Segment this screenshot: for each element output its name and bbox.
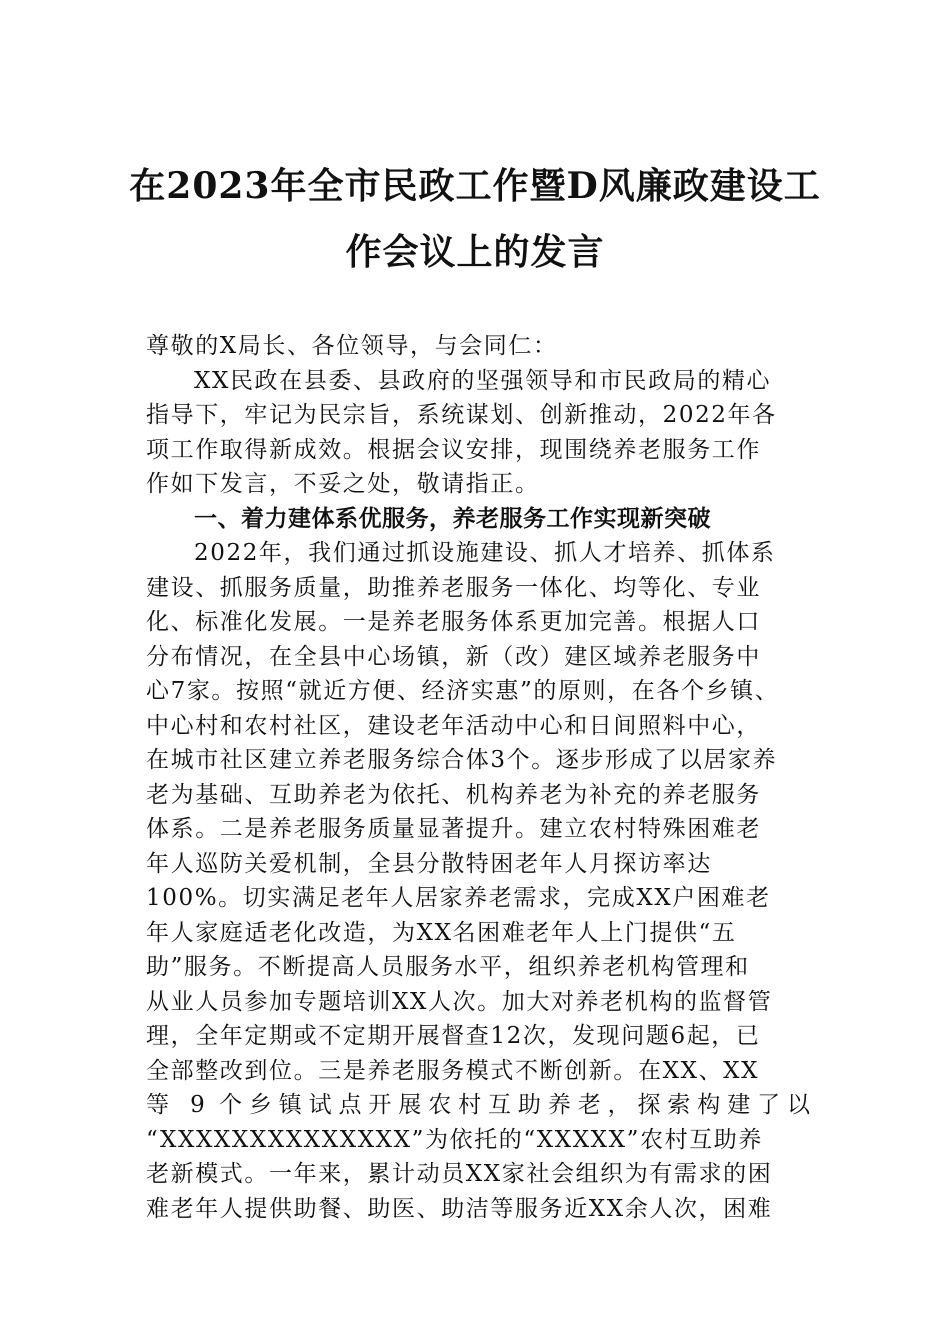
document-title-line-2: 作会议上的发言 <box>345 231 605 273</box>
document-title-line-1: 在2023年全市民政工作暨D风廉政建设工 <box>129 165 821 207</box>
paragraph-line: 助”服务。不断提高人员服务水平，组织养老机构管理和 <box>146 954 750 980</box>
paragraph-line: 100%。切实满足老年人居家养老需求，完成XX户困难老 <box>146 885 771 911</box>
paragraph-line: 年人家庭适老化改造，为XX名困难老年人上门提供“五 <box>146 919 737 946</box>
paragraph-line: 难老年人提供助餐、助医、助洁等服务近XX余人次，困难 <box>146 1195 773 1222</box>
paragraph-line: 中心村和农村社区，建设老年活动中心和日间照料中心， <box>146 712 761 739</box>
section-heading: 一、着力建体系优服务，养老服务工作实现新突破 <box>194 505 711 532</box>
paragraph-line: XX民政在县委、县政府的坚强领导和市民政局的精心 <box>194 367 772 394</box>
salutation: 尊敬的X局长、各位领导，与会同仁： <box>146 333 558 359</box>
paragraph-line: 指导下，牢记为民宗旨，系统谋划、创新推动，2022年各 <box>146 402 777 428</box>
paragraph-line: 分布情况，在全县中心场镇，新（改）建区域养老服务中 <box>146 643 761 670</box>
paragraph-line: 在城市社区建立养老服务综合体3个。逐步形成了以居家养 <box>146 747 778 773</box>
paragraph-line: 建设、抓服务质量，助推养老服务一体化、均等化、专业 <box>146 574 761 601</box>
paragraph-line: 全部整改到位。三是养老服务模式不断创新。在XX、XX <box>146 1057 760 1084</box>
document-body <box>146 329 810 1226</box>
paragraph-line: 体系。二是养老服务质量显著提升。建立农村特殊困难老 <box>146 816 761 842</box>
paragraph-line: 作如下发言，不妥之处，敬请指正。 <box>146 471 540 497</box>
paragraph-line: 年人巡防关爱机制，全县分散特困老年人月探访率达 <box>146 850 712 877</box>
paragraph-line: 化、标准化发展。一是养老服务体系更加完善。根据人口 <box>146 609 761 635</box>
paragraph-line: 心7家。按照“就近方便、经济实惠”的原则，在各个乡镇、 <box>146 678 780 704</box>
paragraph-line: “XXXXXXXXXXXXXX”为依托的“XXXXX”农村互助养 <box>146 1126 763 1153</box>
paragraph-line: 从业人员参加专题培训XX人次。加大对养老机构的监督管 <box>146 988 773 1015</box>
paragraph-line: 等 9 个乡镇试点开展农村互助养老，探索构建了以 <box>146 1092 810 1118</box>
paragraph-line: 2022年，我们通过抓设施建设、抓人才培养、抓体系 <box>194 540 776 566</box>
paragraph-line: 理，全年定期或不定期开展督查12次，发现问题6起，已 <box>146 1023 761 1049</box>
paragraph-line: 老新模式。一年来，累计动员XX家社会组织为有需求的困 <box>146 1161 773 1187</box>
paragraph-line: 老为基础、互助养老为依托、机构养老为补充的养老服务 <box>146 781 761 808</box>
paragraph-line: 项工作取得新成效。根据会议安排，现围绕养老服务工作 <box>146 436 761 463</box>
